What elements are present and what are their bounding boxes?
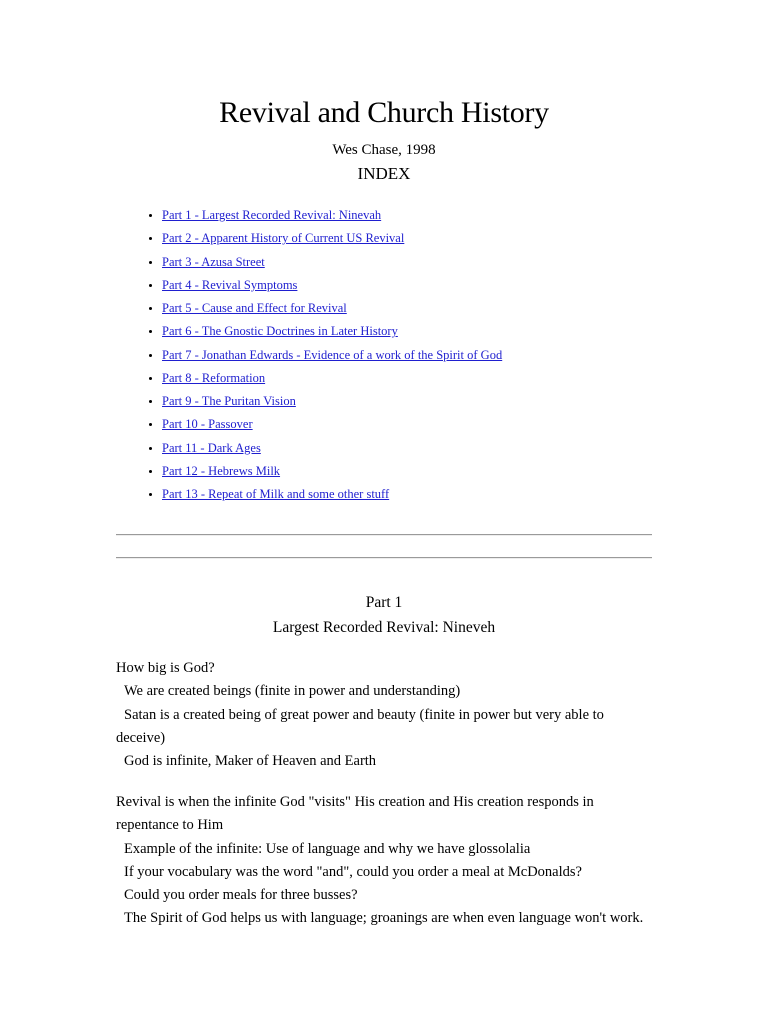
toc-item: [162, 297, 502, 320]
toc-link-part-13[interactable]: Part 13 - Repeat of Milk and some other stuff: [162, 487, 390, 501]
toc-link-part-12[interactable]: Part 12 - Hebrews Milk: [162, 463, 281, 478]
toc-link-part-2[interactable]: Part 2 - Apparent History of Current US Revival: [162, 231, 405, 246]
toc-item: [162, 251, 502, 274]
toc-link-part-10[interactable]: Part 10 - Passover: [162, 417, 253, 432]
body-line: We are created beings (finite in power and understanding): [124, 683, 461, 700]
toc-item: [162, 483, 502, 506]
body-line: repentance to Him: [116, 817, 224, 834]
body-line: If your vocabulary was the word "and", could you order a meal at McDonalds?: [124, 863, 582, 880]
horizontal-divider: [116, 557, 652, 559]
index-heading: INDEX: [357, 164, 411, 183]
body-line: Revival is when the infinite God "visits" His creation and His creation responds in: [116, 794, 594, 810]
toc-link-part-5[interactable]: Part 5 - Cause and Effect for Revival: [162, 301, 347, 315]
toc-item: [162, 413, 502, 436]
part-number-heading: Part 1: [365, 594, 403, 611]
toc-link-part-6[interactable]: Part 6 - The Gnostic Doctrines in Later History: [162, 324, 398, 339]
toc-item: [162, 460, 502, 483]
toc-item: [162, 367, 502, 390]
toc-item: [162, 344, 502, 367]
body-line: The Spirit of God helps us with language; groanings are when even language won't work.: [124, 910, 644, 927]
body-line: Example of the infinite: Use of language and why we have glossolalia: [124, 840, 531, 857]
toc-link-part-9[interactable]: Part 9 - The Puritan Vision: [162, 394, 296, 408]
author-line: Wes Chase, 1998: [332, 142, 436, 158]
section-revival-definition: [116, 791, 676, 931]
section-how-big-is-god: [116, 657, 676, 773]
body-line: deceive): [116, 729, 166, 746]
page-title: Revival and Church History: [219, 96, 549, 129]
table-of-contents: [117, 204, 502, 506]
section-heading: How big is God?: [116, 660, 215, 676]
toc-link-part-1[interactable]: Part 1 - Largest Recorded Revival: Ninevah: [162, 208, 382, 222]
toc-item: [162, 437, 502, 460]
toc-link-part-8[interactable]: Part 8 - Reformation: [162, 370, 266, 385]
toc-link-part-7[interactable]: Part 7 - Jonathan Edwards - Evidence of a work of the Spirit of God: [162, 347, 503, 362]
toc-item: [162, 227, 502, 250]
body-line: God is infinite, Maker of Heaven and Earth: [124, 753, 377, 770]
body-line: Could you order meals for three busses?: [124, 887, 358, 904]
toc-item: [162, 320, 502, 343]
toc-item: [162, 390, 502, 413]
toc-link-part-3[interactable]: Part 3 - Azusa Street: [162, 254, 265, 269]
toc-link-part-11[interactable]: Part 11 - Dark Ages: [162, 440, 261, 455]
toc-item: [162, 274, 502, 297]
body-line: Satan is a created being of great power and beauty (finite in power but very able to: [124, 706, 604, 723]
toc-link-part-4[interactable]: Part 4 - Revival Symptoms: [162, 277, 298, 292]
part-title-heading: Largest Recorded Revival: Nineveh: [272, 619, 496, 636]
horizontal-divider: [116, 534, 652, 536]
toc-item: [162, 204, 502, 227]
